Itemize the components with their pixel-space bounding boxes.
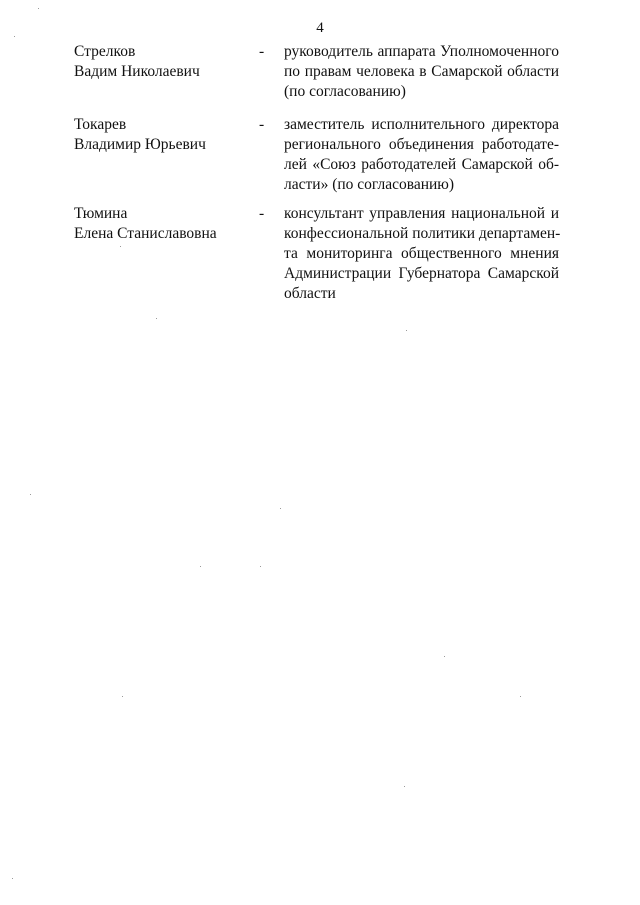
scan-speck <box>406 330 407 331</box>
member-role <box>284 204 559 304</box>
scan-speck <box>520 696 521 697</box>
member-name <box>74 204 244 244</box>
scan-speck <box>30 494 31 495</box>
member-given-names: Вадим Николаевич <box>74 63 200 80</box>
member-name <box>74 115 244 155</box>
role-line: та мониторинга общественного мнения <box>284 245 559 262</box>
role-line: руководитель аппарата Уполномоченного <box>284 43 559 60</box>
member-role <box>284 42 559 102</box>
scan-speck <box>156 318 157 319</box>
scan-speck <box>38 8 39 9</box>
scan-speck <box>122 696 123 697</box>
scan-speck <box>14 36 15 37</box>
role-line: регионального объединения работодате- <box>284 136 559 153</box>
role-line: Администрации Губернатора Самарской <box>284 265 559 282</box>
scan-speck <box>404 786 405 787</box>
scan-speck <box>200 566 201 567</box>
scan-speck <box>280 508 281 509</box>
scan-speck <box>444 656 445 657</box>
scan-speck <box>260 566 261 567</box>
member-given-names: Владимир Юрьевич <box>74 136 206 153</box>
scan-speck <box>12 878 13 879</box>
page-number: 4 <box>316 20 324 36</box>
role-line: лей «Союз работодателей Самарской об- <box>284 156 559 173</box>
role-line: конфессиональной политики департамен- <box>284 225 561 242</box>
role-line: консультант управления национальной и <box>284 205 559 222</box>
role-line: области <box>284 285 336 302</box>
separator-dash: - <box>259 116 265 133</box>
member-surname: Токарев <box>74 116 127 133</box>
role-line: ласти» (по согласованию) <box>284 176 455 193</box>
role-line: по правам человека в Самарской области <box>284 63 559 80</box>
separator-dash: - <box>259 43 265 60</box>
separator-dash: - <box>259 205 265 222</box>
role-line: заместитель исполнительного директора <box>284 116 559 133</box>
member-surname: Стрелков <box>74 43 136 60</box>
scan-speck <box>120 246 121 247</box>
member-given-names: Елена Станиславовна <box>74 225 217 242</box>
member-role <box>284 115 559 195</box>
member-name <box>74 42 244 82</box>
member-surname: Тюмина <box>74 205 128 222</box>
role-line: (по согласованию) <box>284 83 406 100</box>
